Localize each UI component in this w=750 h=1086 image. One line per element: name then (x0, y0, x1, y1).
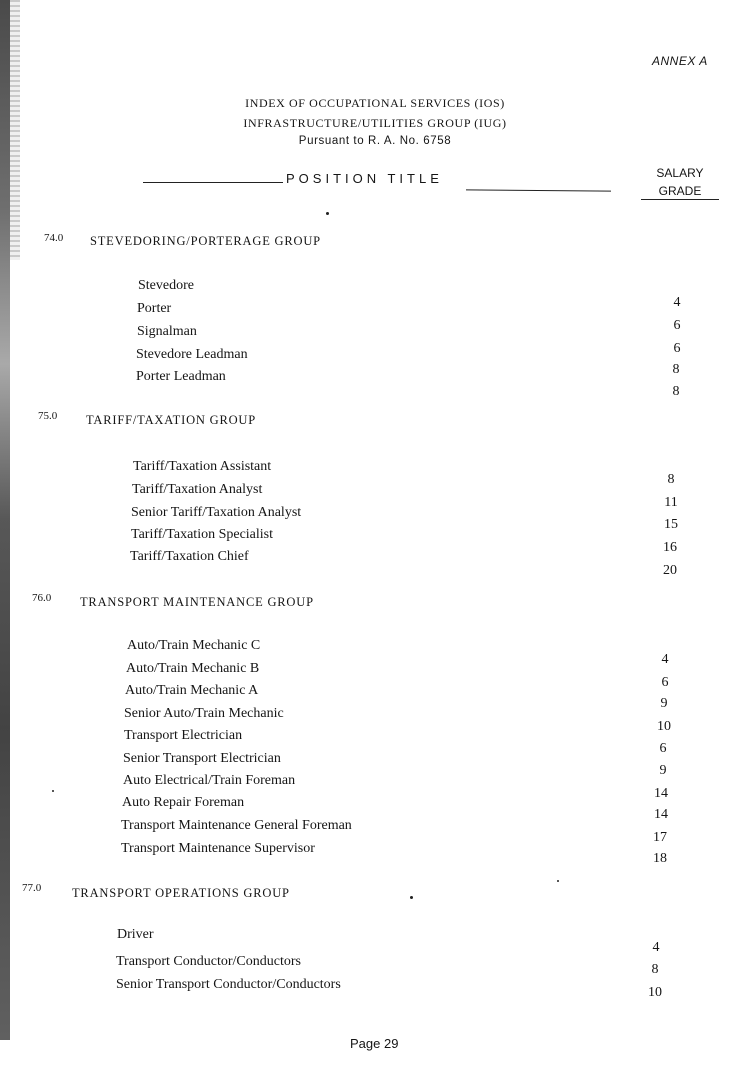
salary-heading-line1: SALARY (656, 166, 704, 180)
position-item: Transport Electrician (124, 728, 243, 743)
salary-grade: 6 (661, 675, 669, 690)
salary-grade: 9 (660, 696, 668, 711)
scan-speck (326, 212, 329, 215)
section-title: STEVEDORING/PORTERAGE GROUP (90, 234, 321, 248)
position-item: Transport Maintenance Supervisor (121, 841, 315, 856)
scan-speck (52, 790, 54, 792)
position-item: Tariff/Taxation Analyst (132, 482, 263, 497)
position-item: Auto Electrical/Train Foreman (123, 773, 296, 788)
position-item: Stevedore (138, 278, 194, 293)
salary-grade: 6 (673, 341, 681, 356)
scan-speck (557, 880, 559, 882)
salary-grade: 15 (664, 517, 678, 532)
position-item: Tariff/Taxation Chief (130, 549, 249, 564)
position-item: Stevedore Leadman (136, 347, 248, 362)
salary-grade: 8 (672, 362, 680, 377)
section-number: 75.0 (38, 410, 58, 422)
salary-grade: 14 (654, 807, 668, 822)
position-item: Auto/Train Mechanic C (127, 638, 261, 653)
header-legal-basis: Pursuant to R. A. No. 6758 (298, 135, 452, 147)
salary-grade-rule (641, 199, 719, 200)
salary-grade: 6 (659, 741, 667, 756)
position-item: Tariff/Taxation Specialist (131, 527, 274, 542)
salary-grade: 8 (651, 962, 659, 977)
position-item: Signalman (137, 324, 197, 339)
salary-grade: 8 (667, 472, 675, 487)
salary-grade: 20 (663, 563, 677, 578)
position-item: Auto/Train Mechanic B (126, 661, 260, 676)
salary-heading-line2: GRADE (658, 184, 702, 198)
position-item: Porter (137, 301, 172, 316)
section-number: 77.0 (22, 882, 42, 894)
position-item: Senior Auto/Train Mechanic (124, 706, 284, 721)
header-title: INDEX OF OCCUPATIONAL SERVICES (IOS) (245, 96, 505, 110)
section-number: 76.0 (32, 592, 52, 604)
salary-grade: 9 (659, 763, 667, 778)
salary-grade: 4 (673, 295, 681, 310)
salary-grade: 6 (673, 318, 681, 333)
salary-grade: 16 (663, 540, 677, 555)
scan-speck (410, 896, 413, 899)
position-title-heading: POSITION TITLE (286, 171, 443, 186)
position-item: Driver (117, 927, 154, 942)
position-item: Tariff/Taxation Assistant (133, 459, 272, 474)
position-title-rule-left (143, 182, 283, 183)
scan-edge-shadow (0, 0, 10, 1040)
position-item: Transport Conductor/Conductors (116, 954, 301, 969)
position-item: Porter Leadman (136, 369, 226, 384)
salary-grade: 4 (661, 652, 669, 667)
page-number: Page 29 (350, 1036, 399, 1051)
salary-grade: 11 (664, 495, 678, 510)
salary-grade: 14 (654, 786, 668, 801)
position-item: Senior Tariff/Taxation Analyst (131, 505, 302, 520)
annex-label: ANNEX A (652, 54, 708, 68)
salary-grade: 8 (672, 384, 680, 399)
section-number: 74.0 (44, 232, 64, 244)
position-item: Auto/Train Mechanic A (125, 683, 259, 698)
header-subtitle: INFRASTRUCTURE/UTILITIES GROUP (IUG) (243, 116, 507, 130)
salary-grade: 10 (648, 985, 662, 1000)
salary-grade: 10 (657, 719, 671, 734)
section-title: TARIFF/TAXATION GROUP (86, 413, 257, 427)
salary-grade: 4 (652, 940, 660, 955)
section-title: TRANSPORT MAINTENANCE GROUP (80, 595, 314, 609)
position-title-rule-right (466, 189, 611, 191)
section-title: TRANSPORT OPERATIONS GROUP (72, 886, 290, 900)
salary-grade: 18 (653, 851, 667, 866)
position-item: Senior Transport Conductor/Conductors (116, 977, 341, 992)
salary-grade-heading (640, 164, 720, 200)
position-item: Senior Transport Electrician (123, 751, 281, 766)
position-item: Auto Repair Foreman (122, 795, 245, 810)
salary-grade: 17 (653, 830, 667, 845)
position-item: Transport Maintenance General Foreman (121, 818, 352, 833)
